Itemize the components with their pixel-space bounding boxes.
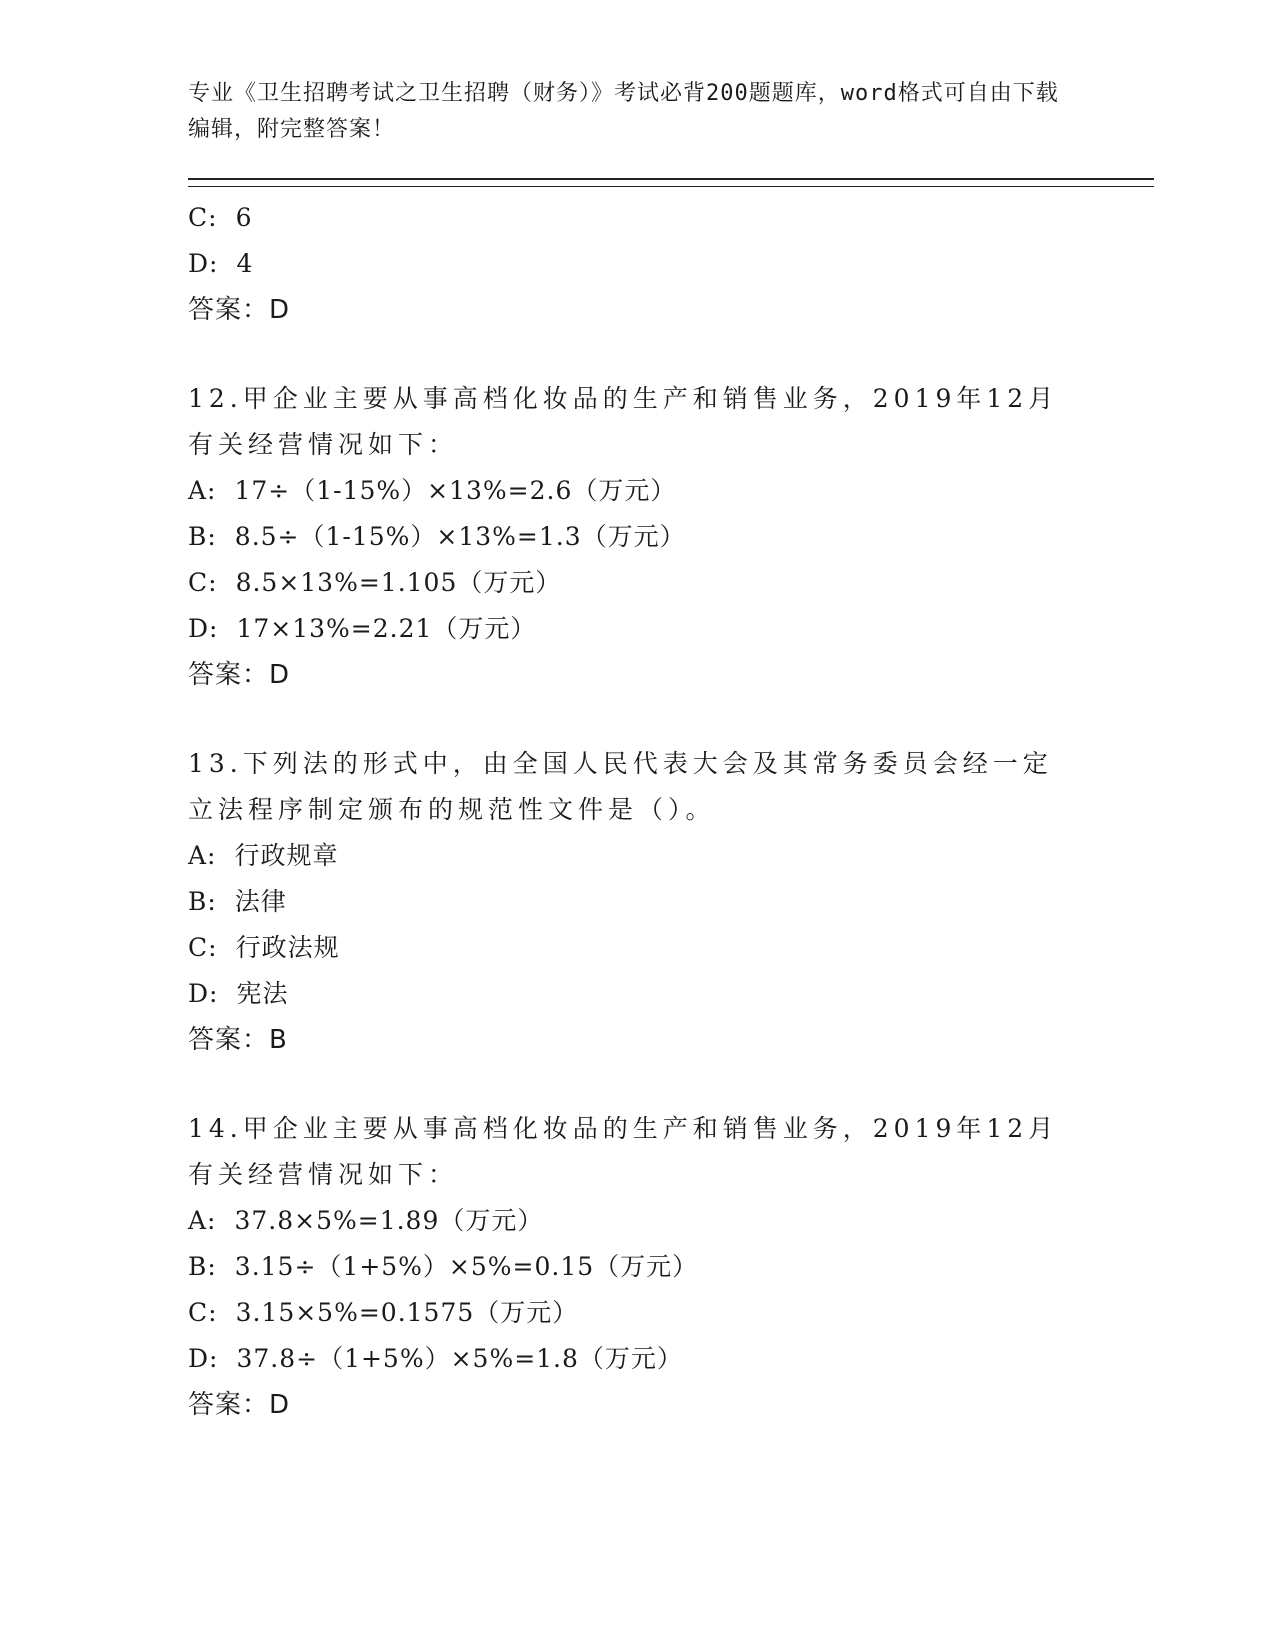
answer-line: 答案：D (188, 295, 291, 325)
option-letter: B: (188, 1252, 217, 1281)
option-letter: D: (188, 1344, 219, 1373)
option-letter: B: (188, 522, 217, 551)
option-letter: C: (188, 1298, 218, 1327)
option-text: 17×13%=2.21（万元） (236, 614, 537, 643)
option-c (188, 560, 1088, 606)
option-b (188, 514, 1088, 560)
option-text: 6 (235, 203, 253, 232)
option-letter: D: (188, 614, 219, 643)
answer-line: 答案：D (188, 660, 291, 690)
option-text: 3.15÷（1+5%）×5%=0.15（万元） (234, 1252, 699, 1281)
option-c (188, 925, 1088, 971)
option-text: 3.15×5%=0.1575（万元） (235, 1298, 579, 1327)
option-c (188, 195, 1088, 241)
option-text: 行政规章 (234, 841, 339, 870)
answer-line: 答案：B (188, 1025, 288, 1055)
answer-line: 答案：D (188, 1390, 291, 1420)
header-divider (188, 178, 1154, 187)
option-letter: C: (188, 568, 218, 597)
option-d (188, 606, 1088, 652)
option-text: 法律 (234, 887, 287, 916)
option-c (188, 1290, 1088, 1336)
option-letter: B: (188, 887, 217, 916)
option-letter: C: (188, 933, 218, 962)
option-text: 37.8×5%=1.89（万元） (234, 1206, 544, 1235)
option-text: 8.5×13%=1.105（万元） (235, 568, 562, 597)
option-d (188, 1336, 1088, 1382)
document-header: 专业《卫生招聘考试之卫生招聘（财务）》考试必背200题题库，word格式可自由下载编辑，附完整答案！ (188, 81, 1059, 142)
question-13-stem: 13.下列法的形式中，由全国人民代表大会及其常务委员会经一定立法程序制定颁布的规范性文件是（）。 (188, 749, 1053, 824)
option-d (188, 241, 1088, 287)
option-a (188, 1198, 1088, 1244)
option-d (188, 971, 1088, 1017)
option-text: 8.5÷（1-15%）×13%=1.3（万元） (234, 522, 686, 551)
option-letter: A: (188, 476, 217, 505)
question-14-stem: 14.甲企业主要从事高档化妆品的生产和销售业务，2019年12月有关经营情况如下： (188, 1114, 1059, 1189)
option-letter: D: (188, 249, 219, 278)
option-text: 17÷（1-15%）×13%=2.6（万元） (234, 476, 677, 505)
option-a (188, 468, 1088, 514)
option-letter: A: (188, 1206, 217, 1235)
option-text: 4 (236, 249, 254, 278)
option-text: 37.8÷（1+5%）×5%=1.8（万元） (236, 1344, 683, 1373)
option-a (188, 833, 1088, 879)
option-letter: D: (188, 979, 219, 1008)
option-text: 宪法 (236, 979, 289, 1008)
option-b (188, 879, 1088, 925)
option-letter: C: (188, 203, 218, 232)
option-letter: A: (188, 841, 217, 870)
option-text: 行政法规 (235, 933, 340, 962)
question-12-stem: 12.甲企业主要从事高档化妆品的生产和销售业务，2019年12月有关经营情况如下： (188, 384, 1059, 459)
option-b (188, 1244, 1088, 1290)
question-content (188, 195, 1088, 1428)
